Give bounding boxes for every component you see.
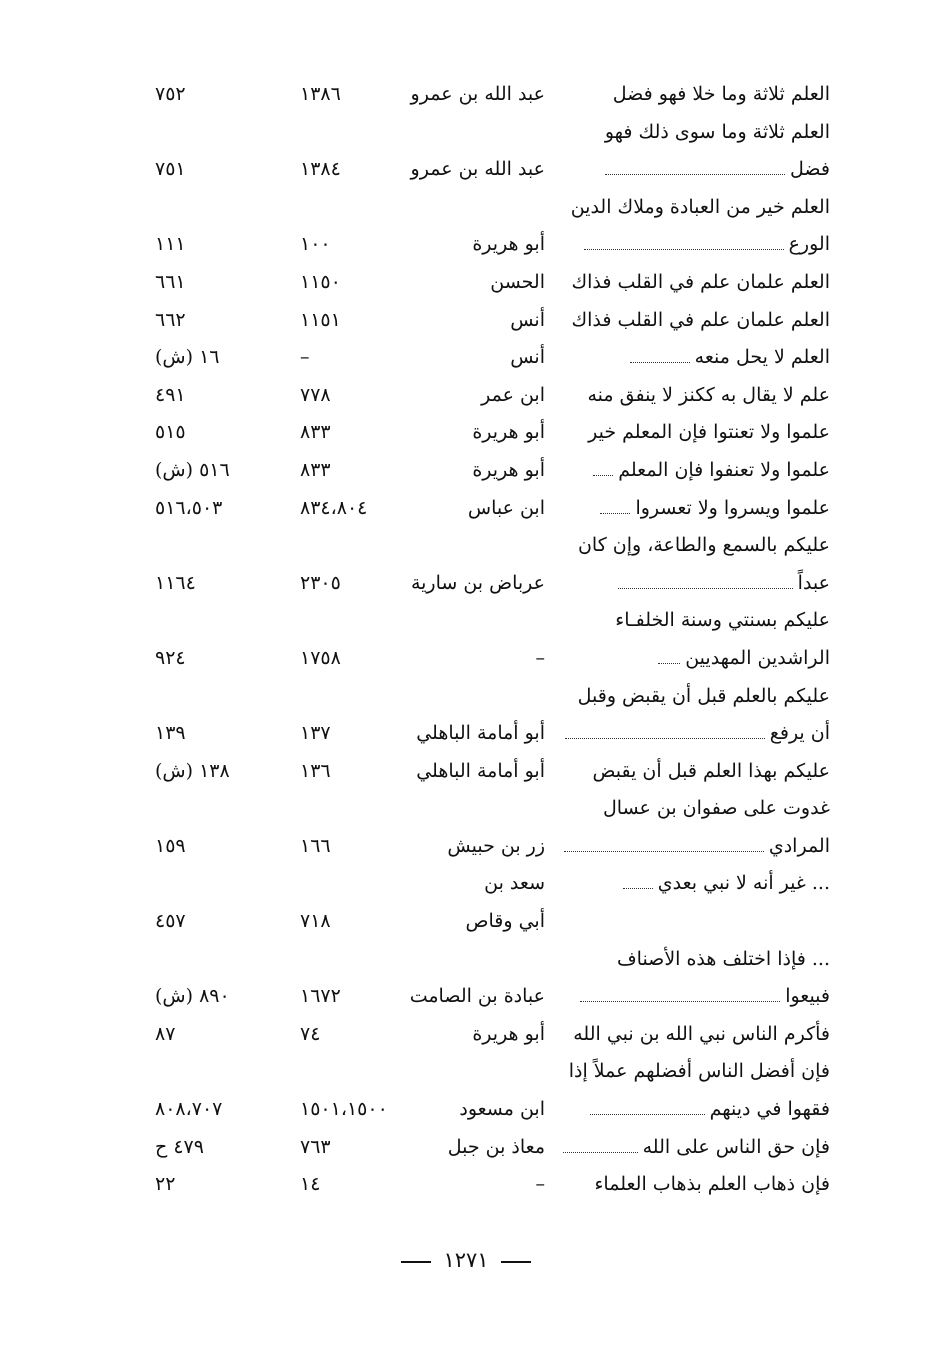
index-entry [150,339,830,377]
entry-text-cell [495,715,830,753]
narrator: عبد الله بن عمرو [410,158,545,181]
hadith-text: علموا ولا تعنتوا فإن المعلم خير [588,421,830,444]
dotted-leader [565,736,765,739]
index-entry [150,790,830,828]
page-number: ١٢٧١ [443,1248,489,1272]
page-reference: ١١١ [155,233,186,256]
narrator: سعد بن [484,872,545,895]
hadith-text: العلم علمان علم في القلب فذاك [571,308,830,331]
page-reference: ٥١٦،٥٠٣ [155,496,223,519]
hadith-number: ١٦٧٢ [300,985,341,1008]
dotted-leader [593,473,613,476]
narrator: أبو أمامة الباهلي [416,759,545,782]
entry-text-cell [495,903,830,941]
hadith-text: عليكم بهذا العلم قبل أن يقبض [592,759,830,782]
hadith-number: ١٣٦ [300,759,331,782]
hadith-text: ... فإذا اختلف هذه الأصناف [616,947,830,970]
index-entry [150,865,830,903]
dotted-leader [630,360,690,363]
hadith-text: فبيعوا [785,985,830,1008]
page-reference: ٨٩٠ (ش) [155,985,230,1008]
narrator: معاذ بن جبل [447,1135,545,1158]
page-reference: ١٣٩ [155,722,186,745]
page-reference: ٧٥١ [155,158,186,181]
page-reference: ٢٢ [155,1173,176,1196]
entry-text-cell [495,302,830,340]
hadith-text: علموا ويسروا ولا تعسروا [635,496,830,519]
index-entry [150,76,830,114]
hadith-text: العلم خير من العبادة وملاك الدين [570,195,830,218]
hadith-text: فضل [790,158,830,181]
hadith-text: عليكم بالعلم قبل أن يقبض وقبل [577,684,830,707]
page-reference: ٦٦١ [155,270,186,293]
narrator: أنس [510,308,545,331]
index-entry [150,226,830,264]
index-entry [150,565,830,603]
hadith-text: علموا ولا تعنفوا فإن المعلم [618,458,830,481]
entry-text-cell [495,790,830,828]
page-reference: ١١٦٤ [155,571,196,594]
hadith-text: فإن حق الناس على الله [642,1135,830,1158]
hadith-text: علم لا يقال به ككنز لا ينفق منه [587,383,830,406]
entry-text-cell [495,1016,830,1054]
page-reference: ٥١٥ [155,421,186,444]
index-entry [150,715,830,753]
hadith-text: فأكرم الناس نبي الله بن نبي الله [573,1022,830,1045]
entry-text-cell [495,941,830,979]
entry-text-cell [495,76,830,114]
entry-text-cell [495,264,830,302]
entry-text-cell [495,1166,830,1204]
page-reference: ٩٢٤ [155,646,186,669]
index-entry [150,527,830,565]
hadith-number: ١٦٦ [300,834,331,857]
entry-text-cell [495,565,830,603]
page-footer [0,1248,932,1272]
index-entry [150,903,830,941]
index-entry [150,189,830,227]
hadith-text: العلم ثلاثة وما سوى ذلك فهو [604,120,830,143]
narrator: أبو هريرة [472,421,545,444]
entry-text-cell [495,678,830,716]
page-reference: ٨٠٨،٧٠٧ [155,1098,223,1121]
dotted-leader [564,849,764,852]
dotted-leader [580,999,780,1002]
hadith-number: ٧١٨ [300,910,331,933]
index-entry [150,1129,830,1167]
dotted-leader [590,1112,705,1115]
entry-text-cell [495,339,830,377]
narrator: ابن مسعود [459,1098,545,1121]
index-entry [150,1053,830,1091]
page-reference: ٨٧ [155,1022,176,1045]
dotted-leader [600,511,630,514]
index-entry [150,978,830,1016]
entry-text-cell [495,640,830,678]
entry-text-cell [495,1129,830,1167]
hadith-number: ١٣٨٤ [300,158,341,181]
page-reference: ٤٧٩ ح [155,1135,204,1158]
hadith-text: العلم علمان علم في القلب فذاك [571,270,830,293]
entry-text-cell [495,226,830,264]
hadith-text: العلم لا يحل منعه [694,346,830,369]
hadith-text: الورع [788,233,830,256]
hadith-number: ١٥٠١،١٥٠٠ [300,1098,388,1121]
hadith-text: فإن أفضل الناس أفضلهم عملاً إذا [568,1060,830,1083]
hadith-text: عليكم بسنتي وسنة الخلفـاء [615,609,830,632]
hadith-number: ٧٧٨ [300,383,331,406]
page-reference: ٤٩١ [155,383,186,406]
hadith-text: عليكم بالسمع والطاعة، وإن كان [577,534,830,557]
hadith-text: أن يرفع [769,722,830,745]
narrator: ابن عمر [481,383,545,406]
narrator: عرباض بن سارية [410,571,545,594]
narrator: – [535,1173,545,1196]
hadith-text: عبداً [797,571,830,594]
hadith-number: ٧٦٣ [300,1135,331,1158]
entry-text-cell [495,151,830,189]
hadith-text: فإن ذهاب العلم بذهاب العلماء [594,1173,830,1196]
dotted-leader [658,661,680,664]
narrator: زر بن حبيش [447,834,545,857]
hadith-number: ٨٣٣ [300,421,331,444]
narrator: أبو هريرة [472,1022,545,1045]
entry-text-cell [495,828,830,866]
entry-text-cell [495,527,830,565]
index-entry [150,490,830,528]
narrator: ابن عباس [467,496,545,519]
entry-text-cell [495,490,830,528]
hadith-text: فقهوا في دينهم [709,1098,830,1121]
entry-text-cell [495,189,830,227]
footer-dash-right [501,1261,531,1263]
narrator: أبي وقاص [465,910,545,933]
entry-text-cell [495,865,830,903]
page-reference: ٦٦٢ [155,308,186,331]
index-entry [150,1016,830,1054]
hadith-number: ٧٤ [300,1022,321,1045]
hadith-text: الراشدين المهديين [685,646,830,669]
hadith-number: ١١٥٠ [300,270,341,293]
hadith-number: ١٣٨٦ [300,83,341,105]
page-reference: ٥١٦ (ش) [155,458,230,481]
narrator: أنس [510,346,545,369]
index-entry [150,828,830,866]
hadith-number: ١١٥١ [300,308,341,331]
entry-text-cell [495,377,830,415]
hadith-number: – [300,346,310,369]
index-entry [150,377,830,415]
entry-text-cell [495,452,830,490]
narrator: أبو أمامة الباهلي [416,722,545,745]
dotted-leader [584,247,784,250]
hadith-text: المرادي [768,834,830,857]
entry-text-cell [495,1053,830,1091]
index-entry [150,1166,830,1204]
hadith-number: ١٠٠ [300,233,331,256]
hadith-index-list [150,76,830,1204]
hadith-number: ١٣٧ [300,722,331,745]
hadith-number: ١٧٥٨ [300,646,341,669]
page-reference: ١٦ (ش) [155,346,220,369]
entry-text-cell [495,978,830,1016]
entry-text-cell [495,753,830,791]
narrator: الحسن [490,270,545,293]
narrator: عبادة بن الصامت [409,985,545,1008]
hadith-text: غدوت على صفوان بن عسال [602,797,830,820]
narrator: أبو هريرة [472,458,545,481]
hadith-text: العلم ثلاثة وما خلا فهو فضل [612,83,830,105]
entry-text-cell [495,414,830,452]
index-entry [150,753,830,791]
index-entry [150,941,830,979]
page-reference: ٧٥٢ [155,83,186,105]
dotted-leader [563,1150,638,1153]
hadith-number: ١٤ [300,1173,321,1196]
narrator: أبو هريرة [472,233,545,256]
entry-text-cell [495,602,830,640]
index-entry [150,264,830,302]
page-reference: ٤٥٧ [155,910,186,933]
index-entry [150,414,830,452]
hadith-number: ٨٣٣ [300,458,331,481]
hadith-number: ٢٣٠٥ [300,571,341,594]
dotted-leader [618,586,793,589]
index-entry [150,151,830,189]
page-reference: ١٣٨ (ش) [155,759,230,782]
narrator: عبد الله بن عمرو [410,83,545,105]
index-entry [150,452,830,490]
index-entry [150,602,830,640]
index-entry [150,114,830,152]
dotted-leader [623,886,653,889]
entry-text-cell [495,114,830,152]
page-reference: ١٥٩ [155,834,186,857]
entry-text-cell [495,1091,830,1129]
index-entry [150,678,830,716]
index-entry [150,640,830,678]
index-entry [150,1091,830,1129]
index-entry [150,302,830,340]
hadith-number: ٨٣٤،٨٠٤ [300,496,368,519]
dotted-leader [605,172,785,175]
footer-dash-left [401,1261,431,1263]
narrator: – [535,646,545,669]
hadith-text: ... غير أنه لا نبي بعدي [657,872,830,895]
